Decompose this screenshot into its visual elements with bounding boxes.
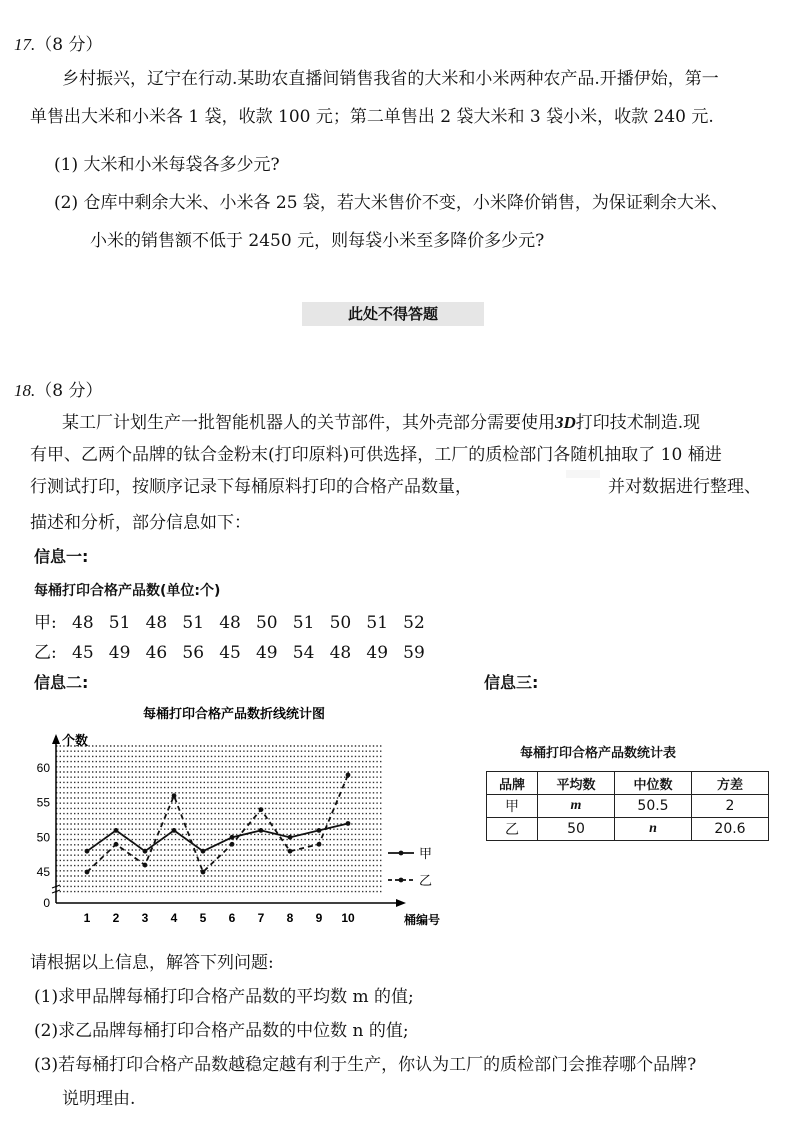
table-header-cell: 平均数 [538,772,615,795]
data-point [230,835,235,840]
data-cell: 49 [255,643,278,663]
data-point [288,835,293,840]
data-cell: 51 [108,613,131,633]
q17-number: 17. [14,35,36,54]
q17-subquestion-2-line1: (2) 仓库中剩余大米、小米各 25 袋，若大米售价不变，小米降价销售，为保证剩余大米、 [54,193,728,213]
data-cell: 49 [108,643,131,663]
data-row-jia [34,608,440,633]
y-tick-label: 45 [36,865,50,879]
q17-para-line2: 单售出大米和小米各 1 袋，收款 100 元；第二单售出 2 袋大米和 3 袋小米，收款 240 元. [30,107,714,127]
data-cell: 50 [255,613,278,633]
data-row-jia-label: 甲: [34,613,57,633]
data-cell: 51 [366,613,389,633]
q18-number: 18. [14,381,36,400]
legend-label: 乙 [419,874,433,889]
q18-para-line1-text: 某工厂计划生产一批智能机器人的关节部件，其外壳部分需要使用 [62,413,555,433]
data-point [172,793,177,798]
x-tick-label: 1 [83,911,91,925]
y-tick-label: 55 [36,795,50,810]
x-axis-arrow [396,899,406,907]
data-cell: 48 [329,643,352,663]
data-point [201,849,206,854]
no-answer-banner: 此处不得答题 [302,302,484,326]
x-axis-label: 桶编号 [404,913,441,927]
info2-title: 信息二: [34,673,89,692]
data-point [114,828,119,833]
data-cell: 50 [329,613,352,633]
q18-para-line4: 描述和分析，部分信息如下： [30,513,251,533]
legend-marker [399,878,404,883]
data-cell: 51 [182,613,205,633]
table-cell: 50.5 [615,795,692,818]
table-row [487,818,769,841]
y-tick-label: 0 [43,896,50,910]
subquestion-1: (1)求甲品牌每桶打印合格产品数的平均数 m 的值; [34,987,414,1007]
table-header-cell: 品牌 [487,772,538,795]
table-header-row [487,772,769,795]
data-cell: 48 [72,613,94,633]
q18-heading [14,376,102,401]
data-point [346,773,351,778]
x-tick-label: 6 [228,911,236,925]
q17-score: （8 分） [35,35,103,55]
q18-para-line1 [62,408,700,433]
data-point [172,828,177,833]
y-tick-label: 60 [36,761,50,775]
data-point [259,828,264,833]
data-point [143,849,148,854]
x-tick-label: 9 [315,911,323,925]
q18-3d: 3D [555,413,576,432]
table-header-cell: 方差 [692,772,769,795]
table-row [487,795,769,818]
subquestion-2: (2)求乙品牌每桶打印合格产品数的中位数 n 的值; [34,1021,409,1041]
data-point [346,821,351,826]
legend-marker [399,851,404,856]
data-point [317,842,322,847]
x-tick-label: 8 [286,911,294,925]
data-point [143,863,148,868]
data-point [201,870,206,875]
data-cell: 48 [145,613,168,633]
q17-para-line1: 乡村振兴，辽宁在行动.某助农直播间销售我省的大米和小米两种农产品.开播伊始，第一 [62,69,719,89]
data-cell: 45 [219,643,241,663]
data-point [85,849,90,854]
data-cell: 45 [72,643,94,663]
q17-subquestion-2-line2: 小米的销售额不低于 2450 元，则每袋小米至多降价多少元? [90,231,545,251]
data-cell: 59 [403,643,425,663]
info3-title: 信息三: [484,673,539,692]
data-caption: 每桶打印合格产品数(单位:个) [34,583,221,599]
chart-title: 每桶打印合格产品数折线统计图 [142,707,326,722]
data-cell: 49 [366,643,389,663]
data-point [288,849,293,854]
table-cell: 甲 [487,795,538,818]
q18-para-line2: 有甲、乙两个品牌的钛合金粉末(打印原料)可供选择，工厂的质检部门各随机抽取了 10 桶进 [30,445,722,465]
line-chart [0,700,470,932]
x-tick-label: 7 [257,911,265,925]
y-axis-arrow [52,734,60,744]
x-tick-label: 10 [341,911,355,925]
y-tick-label: 50 [36,830,50,845]
q17-heading [14,30,102,55]
data-cell: 48 [219,613,241,633]
stats-table [486,771,769,841]
data-point [317,828,322,833]
y-axis-label: 个数 [62,734,89,749]
data-point [259,807,264,812]
subquestion-3-line1: (3)若每桶打印合格产品数越稳定越有利于生产，你认为工厂的质检部门会推荐哪个品牌? [34,1055,697,1075]
q17-subquestion-1: (1) 大米和小米每袋各多少元? [54,155,280,175]
data-cell: 56 [182,643,205,663]
x-tick-label: 5 [199,911,207,925]
x-tick-label: 3 [141,911,149,925]
q18-para-line3a: 行测试打印，按顺序记录下每桶原料打印的合格产品数量， [30,477,472,497]
questions-intro: 请根据以上信息，解答下列问题: [30,953,274,973]
table-cell: m [538,795,615,818]
data-cell: 52 [403,613,425,633]
table-cell: n [615,818,692,841]
data-point [114,842,119,847]
data-cell: 46 [145,643,168,663]
data-cell: 54 [292,643,315,663]
x-tick-label: 2 [112,911,120,925]
q18-para-line3b: 并对数据进行整理、 [608,477,761,497]
table-cell: 2 [692,795,769,818]
data-point [230,842,235,847]
info1-title: 信息一: [34,547,89,566]
data-cell: 51 [292,613,315,633]
q18-para-line1-end: 打印技术制造.现 [575,413,701,433]
data-row-yi [34,638,440,663]
table-cell: 20.6 [692,818,769,841]
table-cell: 50 [538,818,615,841]
table-header-cell: 中位数 [615,772,692,795]
data-row-yi-label: 乙: [34,643,57,663]
data-point [85,870,90,875]
subquestion-3-line2: 说明理由. [62,1089,136,1109]
x-tick-label: 4 [170,911,178,925]
table-title: 每桶打印合格产品数统计表 [520,746,677,761]
faint-blank-mark [566,470,600,478]
q18-score: （8 分） [35,381,103,401]
legend-label: 甲 [419,847,433,862]
table-cell: 乙 [487,818,538,841]
